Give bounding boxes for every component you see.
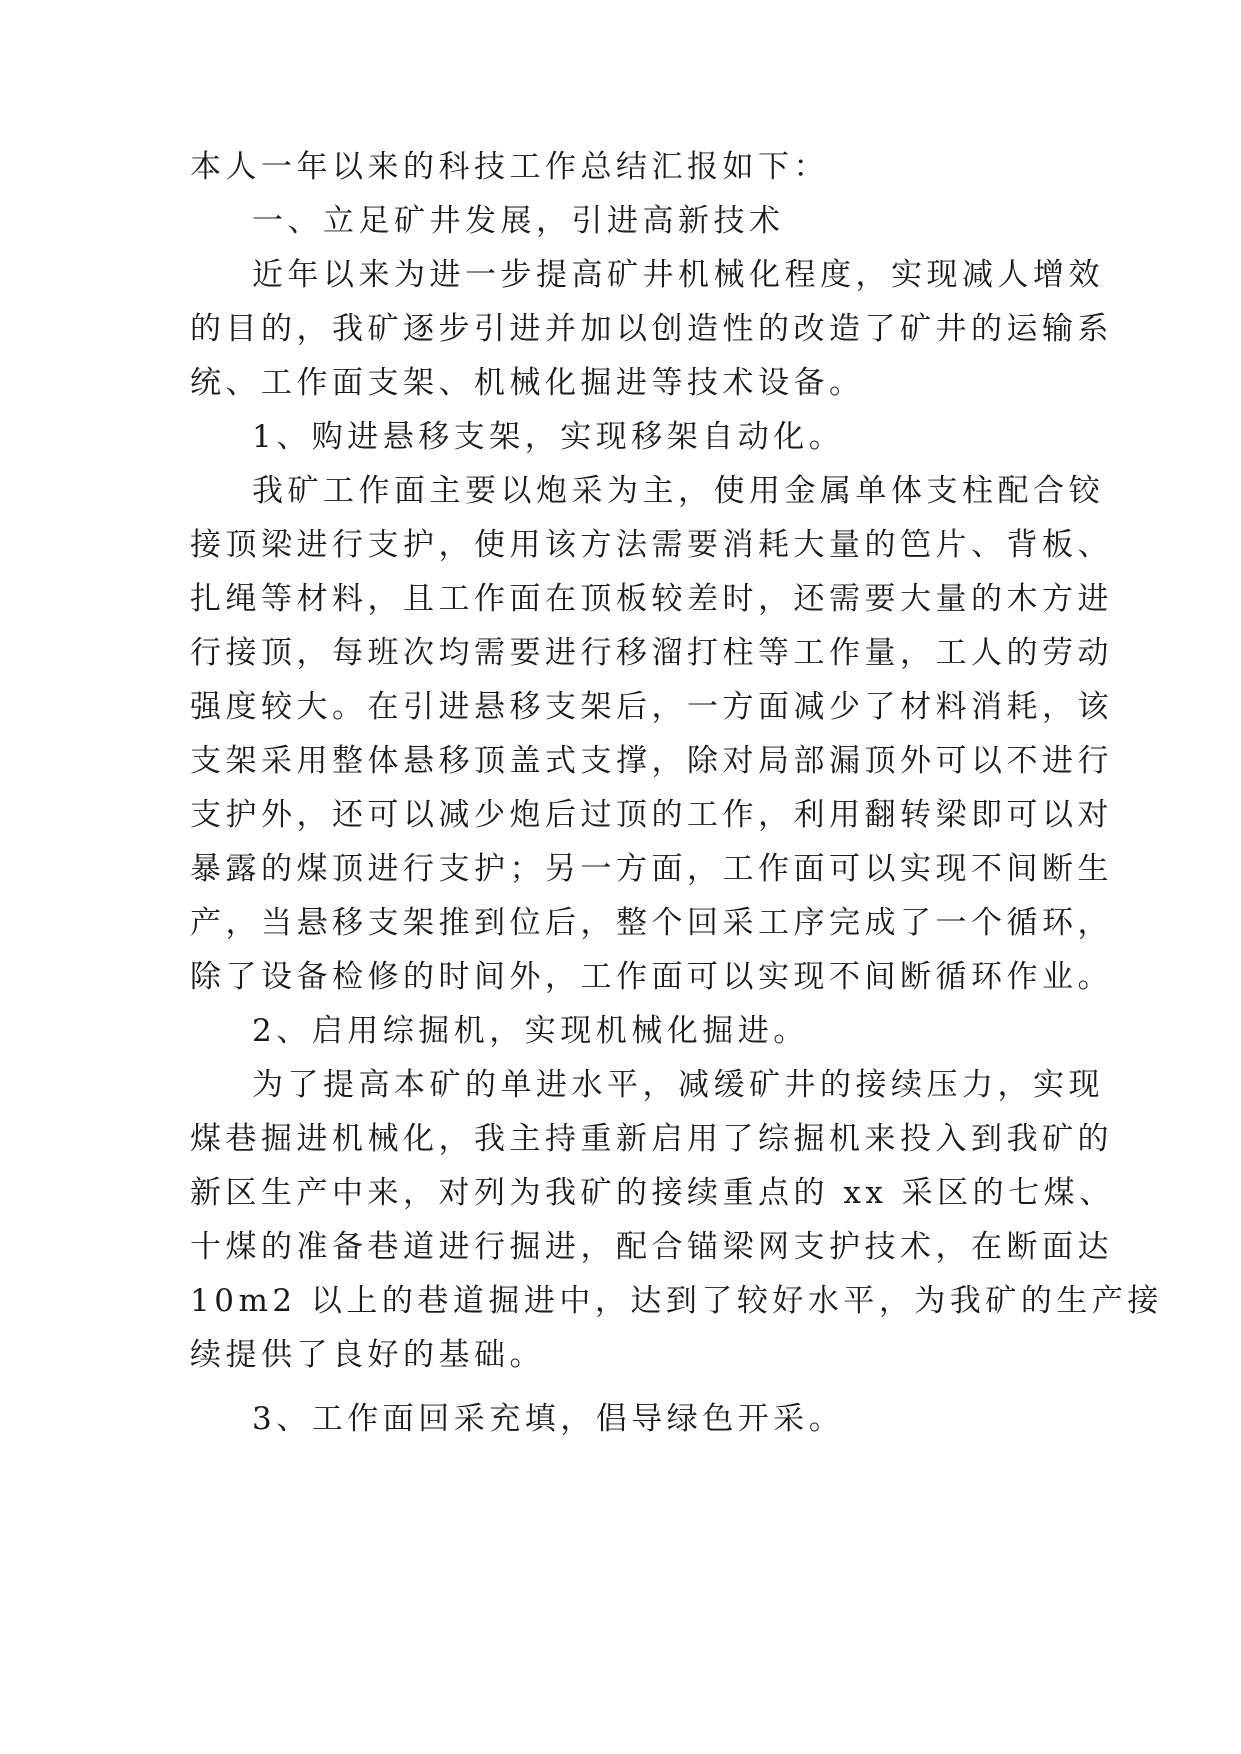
subsection-heading-3: 3、工作面回采充填，倡导绿色开采。 <box>252 1401 845 1437</box>
section-heading-1: 一、立足矿井发展，引进高新技术 <box>252 203 785 239</box>
paragraph-line: 我矿工作面主要以炮采为主，使用金属单体支柱配合铰 <box>252 473 1104 509</box>
subsection-heading-2: 2、启用综掘机，实现机械化掘进。 <box>252 1013 809 1049</box>
paragraph-line: 统、工作面支架、机械化掘进等技术设备。 <box>190 365 865 401</box>
paragraph-line: 煤巷掘进机械化，我主持重新启用了综掘机来投入到我矿的 <box>190 1121 1113 1157</box>
subsection-heading-1: 1、购进悬移支架，实现移架自动化。 <box>252 419 845 455</box>
paragraph-line: 强度较大。在引进悬移支架后，一方面减少了材料消耗，该 <box>190 689 1113 725</box>
paragraph-line: 除了设备检修的时间外，工作面可以实现不间断循环作业。 <box>190 959 1113 995</box>
paragraph-line: 新区生产中来，对列为我矿的接续重点的 xx 采区的七煤、 <box>190 1175 1115 1211</box>
paragraph-line: 近年以来为进一步提高矿井机械化程度，实现减人增效 <box>252 257 1104 293</box>
paragraph-line: 支护外，还可以减少炮后过顶的工作，利用翻转梁即可以对 <box>190 797 1113 833</box>
paragraph-line: 支架采用整体悬移顶盖式支撑，除对局部漏顶外可以不进行 <box>190 743 1113 779</box>
paragraph-line: 暴露的煤顶进行支护；另一方面，工作面可以实现不间断生 <box>190 851 1113 887</box>
paragraph-line: 的目的，我矿逐步引进并加以创造性的改造了矿井的运输系 <box>190 311 1113 347</box>
paragraph-line: 十煤的准备巷道进行掘进，配合锚梁网支护技术，在断面达 <box>190 1229 1113 1265</box>
text-line-intro: 本人一年以来的科技工作总结汇报如下： <box>190 149 829 185</box>
paragraph-line: 续提供了良好的基础。 <box>190 1337 545 1373</box>
paragraph-line: 扎绳等材料，且工作面在顶板较差时，还需要大量的木方进 <box>190 581 1113 617</box>
paragraph-line: 接顶梁进行支护，使用该方法需要消耗大量的笆片、背板、 <box>190 527 1113 563</box>
paragraph-line: 行接顶，每班次均需要进行移溜打柱等工作量，工人的劳动 <box>190 635 1113 671</box>
paragraph-line: 产，当悬移支架推到位后，整个回采工序完成了一个循环， <box>190 905 1113 941</box>
paragraph-line: 10m2 以上的巷道掘进中，达到了较好水平，为我矿的生产接 <box>190 1283 1163 1319</box>
paragraph-line: 为了提高本矿的单进水平，减缓矿井的接续压力，实现 <box>252 1067 1104 1103</box>
